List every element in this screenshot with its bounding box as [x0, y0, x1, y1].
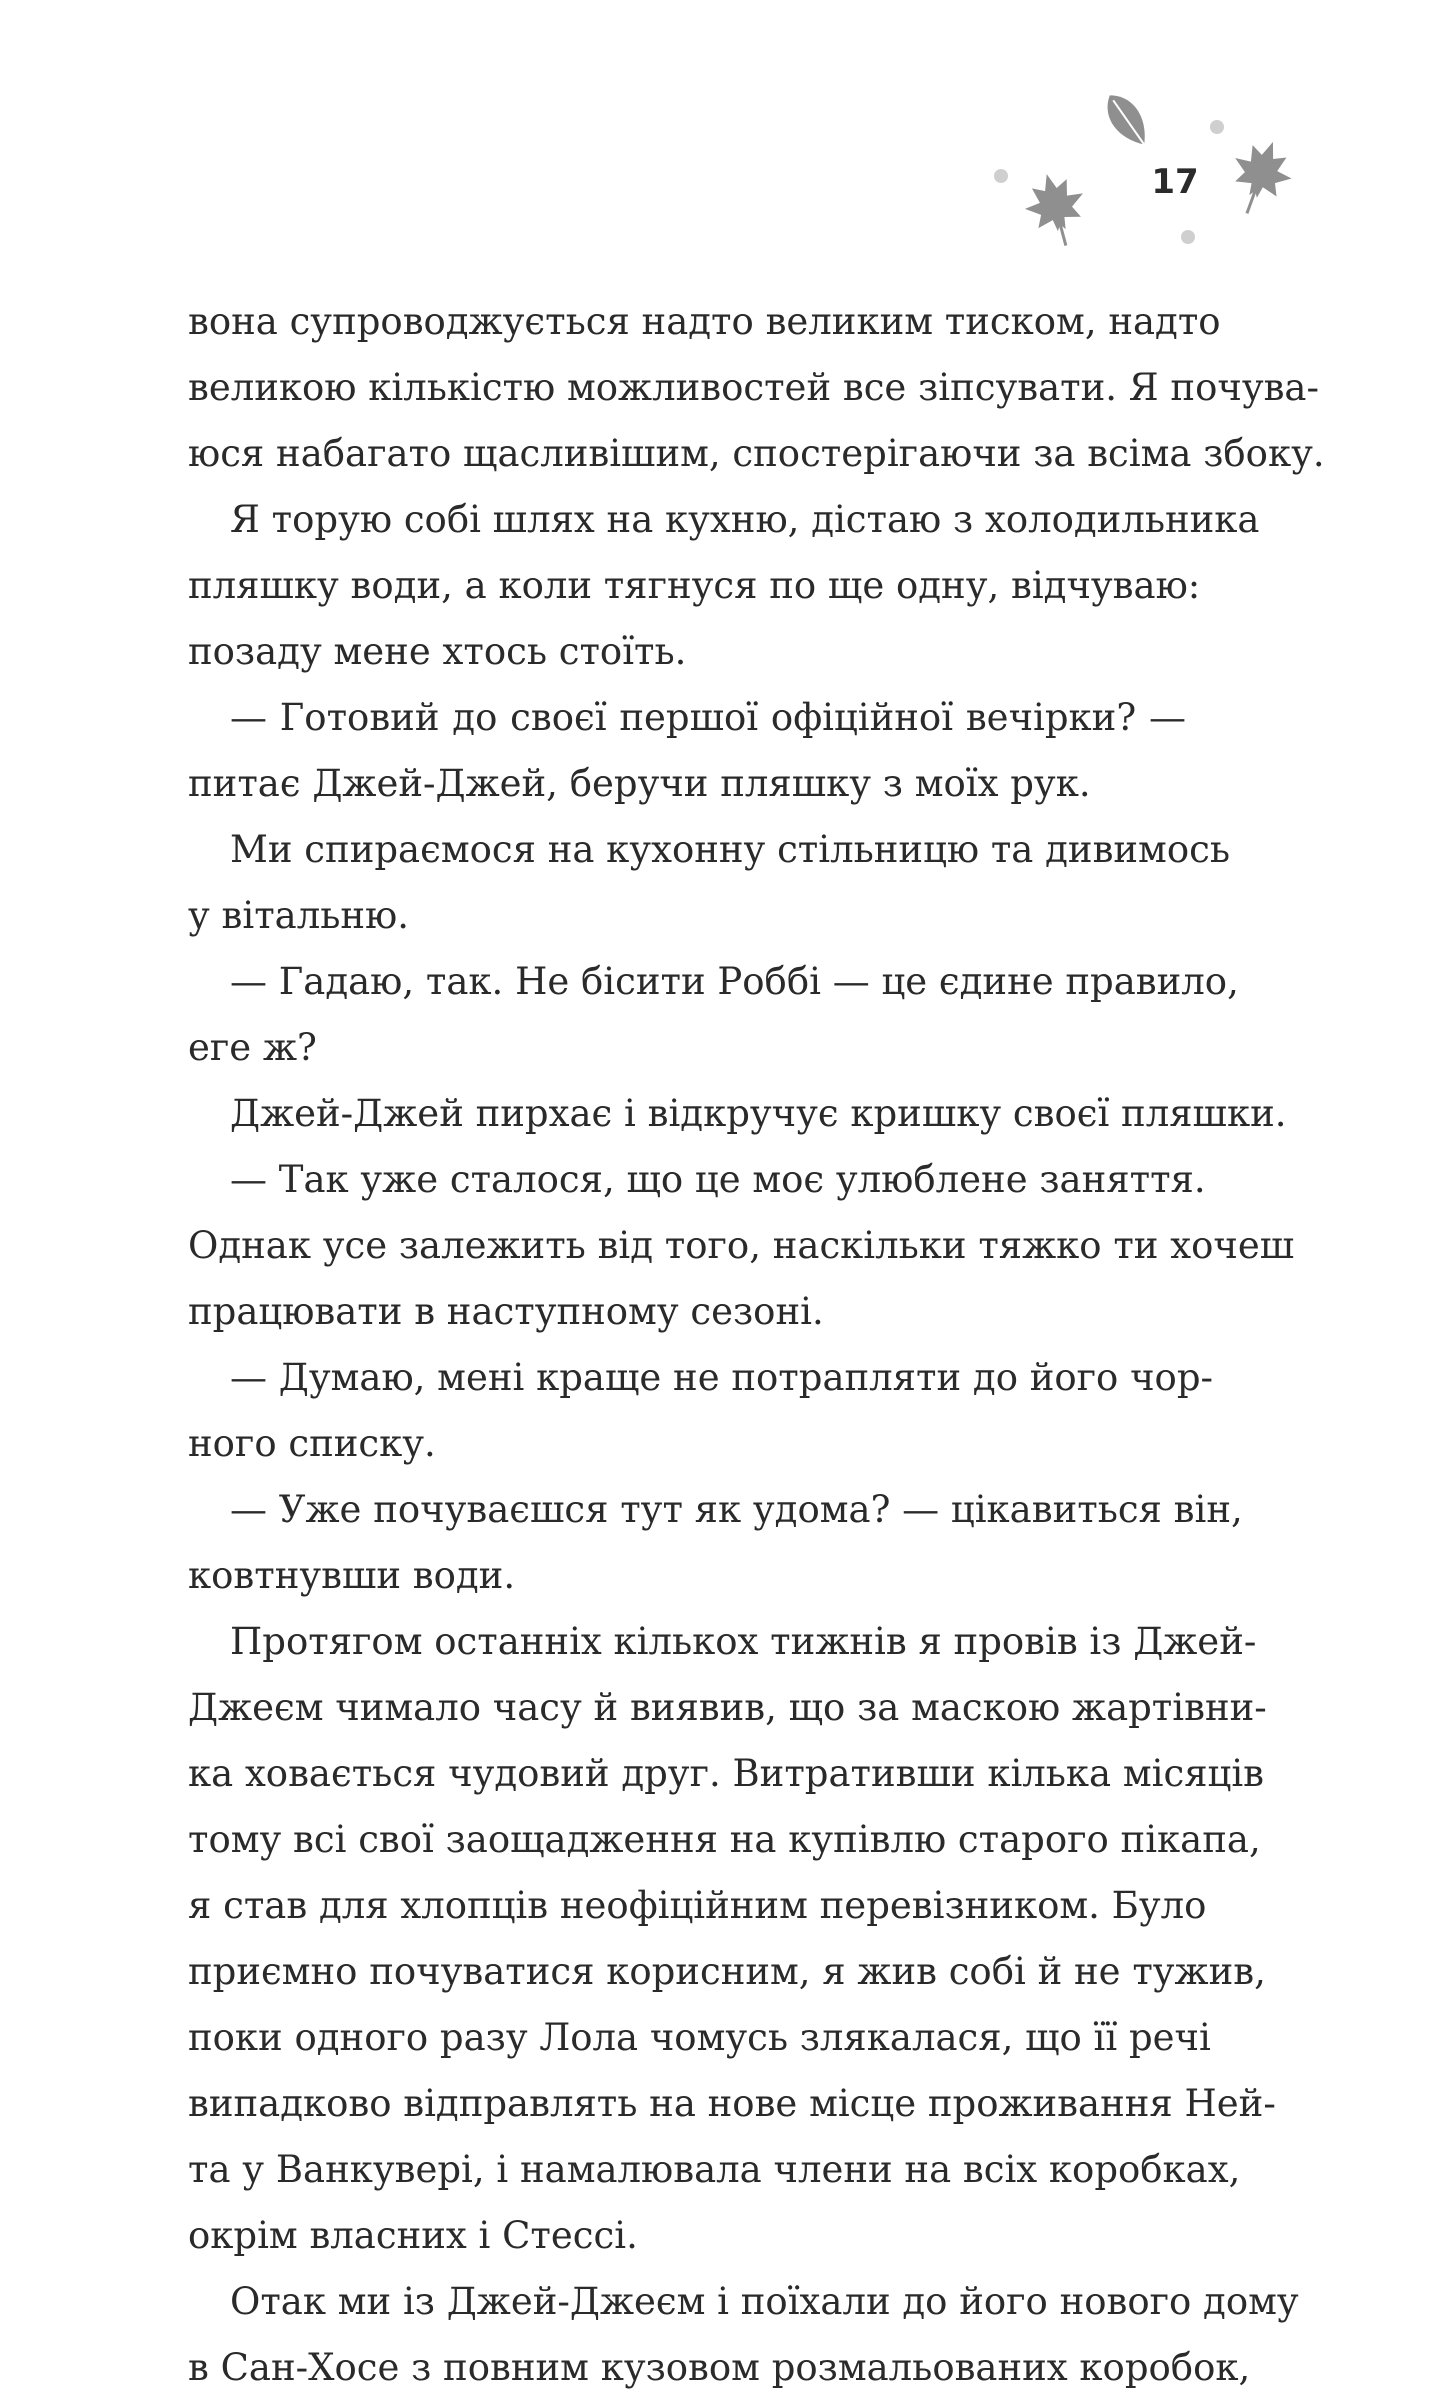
text-line: окрім власних і Стессі. [188, 2214, 638, 2257]
text-line: вона супроводжується надто великим тиском, надто [188, 300, 1221, 343]
text-line: працювати в наступному сезоні. [188, 1290, 824, 1333]
text-line: питає Джей-Джей, беручи пляшку з моїх рук. [188, 762, 1091, 805]
text-line: Протягом останніх кількох тижнів я провів із Джей- [230, 1620, 1257, 1663]
maple-leaf-icon [1018, 166, 1095, 253]
text-line: — Думаю, мені краще не потрапляти до його чор- [230, 1356, 1214, 1399]
maple-leaf-icon [1219, 132, 1301, 224]
text-line: Я торую собі шлях на кухню, дістаю з холодильника [230, 498, 1260, 541]
text-line: еге ж? [188, 1026, 317, 1069]
text-line: тому всі свої заощадження на купівлю старого пікапа, [188, 1818, 1261, 1861]
text-line: Джеєм чимало часу й виявив, що за маскою жартівни- [188, 1686, 1267, 1729]
text-line: в Сан-Хосе з повним кузовом розмальованих коробок, [188, 2346, 1251, 2389]
text-line: Отак ми із Джей-Джеєм і поїхали до його нового дому [230, 2280, 1299, 2323]
leaf-icon [1098, 87, 1159, 157]
text-line: приємно почуватися корисним, я жив собі й не тужив, [188, 1950, 1266, 1993]
text-line: ка ховається чудовий друг. Витративши кілька місяців [188, 1752, 1265, 1795]
body-text [188, 289, 1325, 2401]
autumn-leaves-ornament [960, 90, 1320, 270]
text-line: поки одного разу Лола чомусь злякалася, що її речі [188, 2016, 1211, 2059]
text-line: Ми спираємося на кухонну стільницю та дивимось [230, 828, 1230, 871]
text-line: великою кількістю можливостей все зіпсувати. Я почува- [188, 366, 1319, 409]
text-line: я став для хлопців неофіційним перевізником. Було [188, 1884, 1207, 1927]
text-line: юся набагато щасливішим, спостерігаючи за всіма збоку. [188, 432, 1325, 475]
page-number: 17 [1151, 162, 1199, 202]
decor-dot [994, 169, 1008, 183]
text-line: та у Ванкувері, і намалювала члени на всіх коробках, [188, 2148, 1241, 2191]
decor-dot [1210, 120, 1224, 134]
text-line: ковтнувши води. [188, 1554, 516, 1597]
text-line: Однак усе залежить від того, наскільки тяжко ти хочеш [188, 1224, 1295, 1267]
text-line: випадково відправлять на нове місце проживання Ней- [188, 2082, 1276, 2125]
text-line: — Гадаю, так. Не бісити Роббі — це єдине правило, [230, 960, 1239, 1003]
text-line: — Готовий до своєї першої офіційної вечірки? — [230, 696, 1186, 739]
text-line: — Уже почуваєшся тут як удома? — цікавиться він, [230, 1488, 1243, 1531]
text-line: позаду мене хтось стоїть. [188, 630, 687, 673]
text-line: — Так уже сталося, що це моє улюблене заняття. [230, 1158, 1206, 1201]
text-line: ного списку. [188, 1422, 436, 1465]
text-line: у вітальню. [188, 894, 410, 937]
decor-dot [1181, 230, 1195, 244]
text-line: пляшку води, а коли тягнуся по ще одну, відчуваю: [188, 564, 1201, 607]
text-line: Джей-Джей пирхає і відкручує кришку своєї пляшки. [230, 1092, 1287, 1135]
